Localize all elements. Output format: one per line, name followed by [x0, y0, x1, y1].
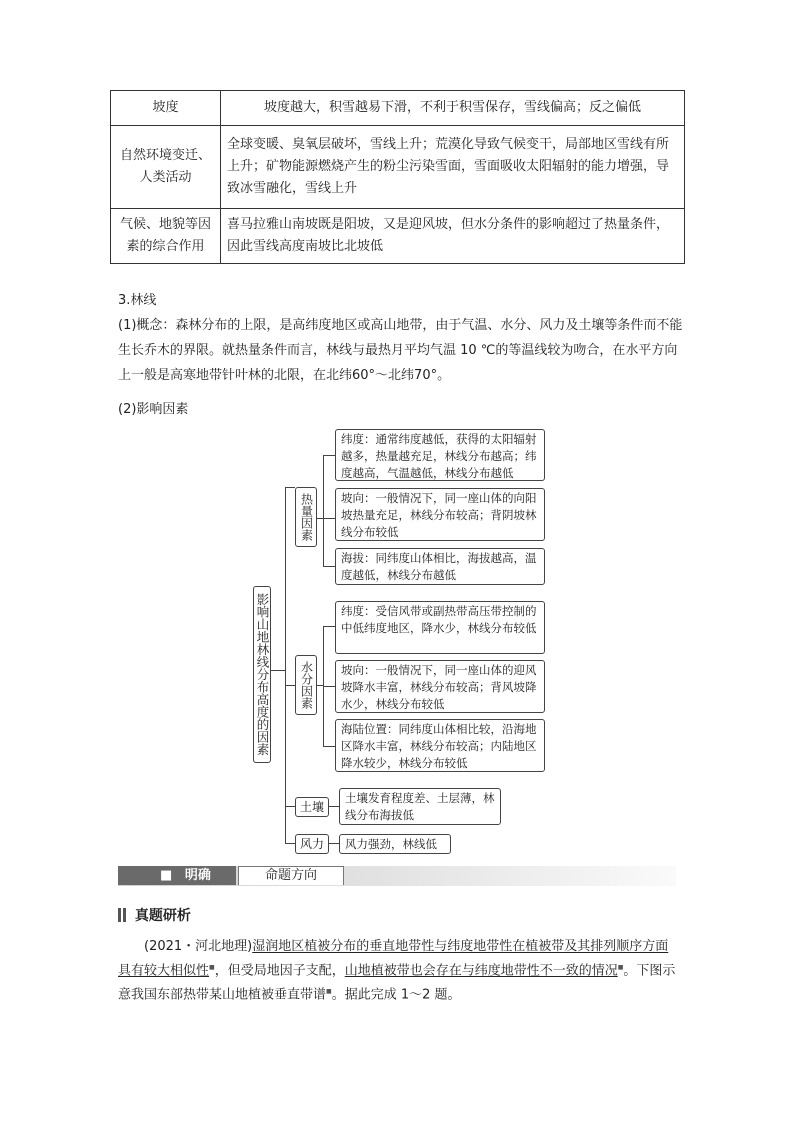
heat-latitude-box: 纬度：通常纬度越低，获得的太阳辐射越多，热量越充足，林线分布越高；纬度越高，气温越低，林线分布越低 — [335, 429, 545, 481]
heat-factor-node: 热量因素 — [295, 487, 317, 547]
factors-heading: (2)影响因素 — [118, 402, 189, 417]
table-row — [111, 91, 685, 126]
concept-paragraph: (1)概念：森林分布的上限，是高纬度地区或高山地带，由于气温、水分、风力及土壤等条件而不能生长乔木的界限。就热量条件而言，林线与最热月平均气温 10 ℃的等温线较为吻合，在水平方向上一般是高寒地带针叶林的北限，在北纬60°～北纬70°。 — [118, 318, 683, 383]
water-aspect-box: 坡向：一般情况下，同一座山体的迎风坡降水丰富，林线分布较高；背风坡降水少，林线分布较低 — [335, 660, 545, 713]
factor-cell: 坡度 — [111, 91, 221, 126]
root-node: 影响山地林线分布高度的因素 — [253, 586, 271, 763]
banner-label: ■ 明确 — [118, 866, 236, 885]
table-row — [111, 209, 685, 264]
research-heading: 真题研析 — [118, 906, 191, 926]
table-row — [111, 126, 685, 209]
wind-factor-node: 风力 — [295, 834, 329, 854]
banner-tab: 命题方向 — [238, 866, 344, 885]
heat-aspect-box: 坡向：一般情况下，同一座山体的向阳坡热量充足，林线分布较高；背阴坡林线分布较低 — [335, 488, 545, 541]
section-heading: 3.林线 — [118, 293, 157, 308]
annotation-mark: ■ — [209, 964, 215, 971]
water-latitude-box: 纬度：受信风带或副热带高压带控制的中低纬度地区，降水少，林线分布较低 — [335, 601, 545, 654]
heat-altitude-box: 海拔：同纬度山体相比，海拔越高，温度越低，林线分布越低 — [335, 548, 545, 585]
desc-cell: 喜马拉雅山南坡既是阳坡，又是迎风坡，但水分条件的影响超过了热量条件，因此雪线高度南坡比北坡低 — [221, 209, 685, 264]
annotation-mark: ■ — [326, 988, 332, 996]
square-icon: ■ — [160, 868, 173, 883]
factor-cell: 气候、地貌等因素的综合作用 — [111, 209, 221, 264]
desc-cell: 坡度越大，积雪越易下滑，不利于积雪保存，雪线偏高；反之偏低 — [221, 91, 685, 126]
desc-cell: 全球变暖、臭氧层破坏，雪线上升；荒漠化导致气候变干，局部地区雪线有所上升；矿物能源燃烧产生的粉尘污染雪面，雪面吸收太阳辐射的能力增强，导致冰雪融化，雪线上升 — [221, 126, 685, 209]
snowline-factors-table — [110, 90, 685, 264]
wind-box: 风力强劲，林线低 — [339, 834, 451, 854]
research-paragraph: (2021・河北地理)湿润地区植被分布的垂直地带性与纬度地带性在植被带及其排列顺序方面具有较大相似性■，但受局地因子支配，山地植被带也会存在与纬度地带性不一致的情况■。下图示意我国东部热带某山地植被垂直带谱■。据此完成 1～2 题。 — [118, 939, 676, 1003]
annotation-mark: ■ — [617, 964, 624, 971]
bar-icon — [118, 908, 121, 922]
factor-cell: 自然环境变迁、人类活动 — [111, 126, 221, 209]
water-location-box: 海陆位置：同纬度山体相比较，沿海地区降水丰富，林线分布较高；内陆地区降水较少，林线分布较低 — [335, 719, 545, 772]
soil-box: 土壤发育程度差、土层薄，林线分布海拔低 — [339, 788, 501, 825]
soil-factor-node: 土壤 — [295, 797, 329, 817]
water-factor-node: 水分因素 — [295, 655, 317, 715]
